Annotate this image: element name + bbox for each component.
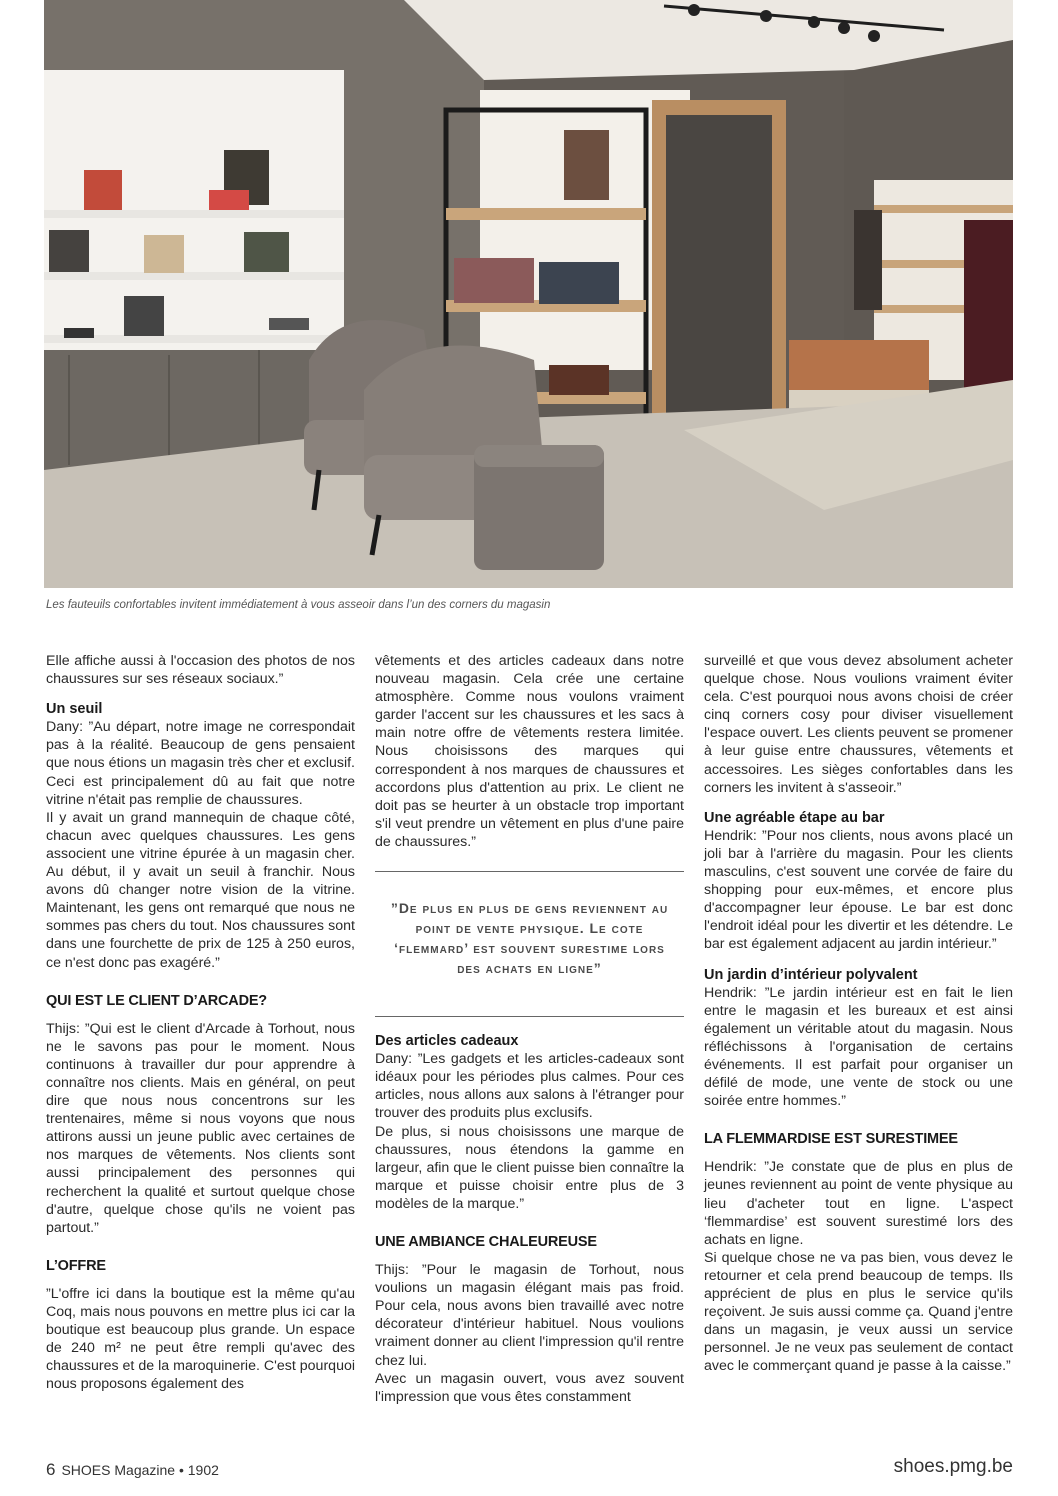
heading-client-arcade: QUI EST LE CLIENT D’ARCADE? <box>46 992 267 1009</box>
heading-ambiance: UNE AMBIANCE CHALEUREUSE <box>375 1233 597 1250</box>
column-2 <box>375 652 684 1406</box>
paragraph: Thijs: ”Qui est le client d'Arcade à Torhout, nous ne le savons pas pour le moment. Nous continuons à travailler dur pour apprendre à connaître nos clients. Mais en général, on peut dire que nous nous concentrons sur les trentenaires, même si nous voyons que nous attirons aussi un jeune public avec certaines de nos marques de vêtements. Nos clients sont aussi principalement des personnes qui recherchent la qualité et surtout quelque chose d'autre, quelque chose qu'ils ne voient pas partout.” <box>46 1020 355 1236</box>
website-link[interactable]: shoes.pmg.be <box>893 1456 1013 1477</box>
paragraph: Hendrik: ”Pour nos clients, nous avons placé un joli bar à l'arrière du magasin. Pour les clients masculins, c'est souvent une corvée de faire du shopping pour eux-mêmes, et encore plus d'accompagner leur épouse. Le bar est donc l'endroit idéal pour les divertir et les détendre. Le bar est également adjacent au jardin intérieur.” <box>704 827 1013 953</box>
magazine-issue: SHOES Magazine • 1902 <box>61 1462 219 1478</box>
paragraph: Avec un magasin ouvert, vous avez souvent l'impression que vous êtes constamment <box>375 1370 684 1405</box>
column-1 <box>46 652 355 1393</box>
paragraph: surveillé et que vous devez absolument acheter quelque chose. Nous voulions vraiment éviter cela. C'est pourquoi nous avons choisi de créer cinq corners cosy pour diviser visuellement l'espace ouvert. Les clients peuvent se promener à leur guise entre chaussures, vêtements et accessoires. Les sièges confortables dans les corners les invitent à s'asseoir.” <box>704 653 1013 796</box>
paragraph: vêtements et des articles cadeaux dans notre nouveau magasin. Cela crée une certaine atmosphère. Comme nous voulons vraiment garder l'accent sur les chaussures et les sacs à main notre offre de vêtements restera limitée. Nous choisissons des marques qui correspondent à nos marques de chaussures et accordons plus d'attention au prix. Le client ne doit pas se heurter à un obstacle trop important s'il veut prendre un vêtement en plus d'une paire de chaussures.” <box>375 653 684 850</box>
page-number: 6 <box>46 1460 56 1479</box>
paragraph: Thijs: ”Pour le magasin de Torhout, nous voulions un magasin élégant mais pas froid. Pour cela, nous avons bien travaillé avec notre décorateur d'intérieur habituel. Nous voulions vraiment donner au client l'impression qu'il rentre chez lui. <box>375 1262 684 1369</box>
page-footer <box>46 1460 219 1480</box>
subheading-articles-cadeaux: Des articles cadeaux <box>375 1033 519 1050</box>
heading-flemmardise: LA FLEMMARDISE EST SURESTIMEE <box>704 1131 958 1148</box>
paragraph: Hendrik: ”Le jardin intérieur est en fait le lien entre le magasin et les bureaux et est ainsi également un véritable atout du magasin. Nous réfléchissons à l'organisation de certains événements. Il est parfait pour organiser un défilé de mode, une vente de stock ou une soirée entre hommes.” <box>704 984 1013 1110</box>
paragraph: Hendrik: ”Je constate que de plus en plus de jeunes reviennent au point de vente physique au lieu d'acheter tout en ligne. L'aspect ‘flemmardise’ est souvent surestimé lors des achats en ligne. <box>704 1159 1013 1248</box>
subheading-un-seuil: Un seuil <box>46 701 103 718</box>
pull-quote: ”De plus en plus de gens reviennent au point de vente physique. Le cote ‘flemmard’ est souvent surestime lors des achats en ligne” <box>375 871 684 1017</box>
column-3 <box>704 652 1013 1375</box>
paragraph: ”L'offre ici dans la boutique est la même qu'au Coq, mais nous pouvons en mettre plus ici car la boutique est beaucoup plus grande. Un espace de 240 m² ne peut être rempli qu'avec des chaussures et de la maroquinerie. C'est pourquoi nous proposons également des <box>46 1285 355 1393</box>
subheading-bar: Une agréable étape au bar <box>704 809 885 826</box>
heading-offre: L’OFFRE <box>46 1257 106 1274</box>
paragraph: Si quelque chose ne va pas bien, vous devez le retourner et cela prend beaucoup de temps. Ils apprécient de plus en plus le service qu'ils reçoivent. Je suis aussi comme ça. Quand j'entre dans un magasin, je veux aussi un service personnel. Je ne veux pas seulement de contact avec le commerçant quand je passe à la caisse.” <box>704 1249 1013 1375</box>
store-interior-photo <box>44 0 1013 588</box>
paragraph: Dany: ”Les gadgets et les articles-cadeaux sont idéaux pour les périodes plus calmes. Pour ces articles, nous allons aux salons à l'étranger pour trouver des produits plus exclusifs. <box>375 1051 684 1122</box>
subheading-jardin: Un jardin d’intérieur polyvalent <box>704 966 918 983</box>
paragraph: De plus, si nous choisissons une marque de chaussures, nous étendons la gamme en largeur, afin que le client puisse bien connaître la marque et puisse choisir entre plus de 3 modèles de la marque.” <box>375 1123 684 1212</box>
photo-caption: Les fauteuils confortables invitent immédiatement à vous asseoir dans l’un des corners du magasin <box>46 599 551 611</box>
paragraph: Dany: ”Au départ, notre image ne correspondait pas à la réalité. Beaucoup de gens pensaient que nous étions un magasin très cher et exclusif. Ceci est principalement dû au fait que notre vitrine n'était pas remplie de chaussures. <box>46 719 355 808</box>
paragraph: Il y avait un grand mannequin de chaque côté, chacun avec quelques chaussures. Les gens associent une vitrine épurée à un magasin cher. Au début, il y avait un seuil à franchir. Nous avons dû changer notre vision de la vitrine. Maintenant, les gens ont remarqué que nous ne sommes pas chers du tout. Nos chaussures sont dans une fourchette de prix de 125 à 250 euros, ce n'est donc pas exagéré.” <box>46 809 355 971</box>
paragraph: Elle affiche aussi à l'occasion des photos de nos chaussures sur ses réseaux sociaux.” <box>46 653 355 688</box>
